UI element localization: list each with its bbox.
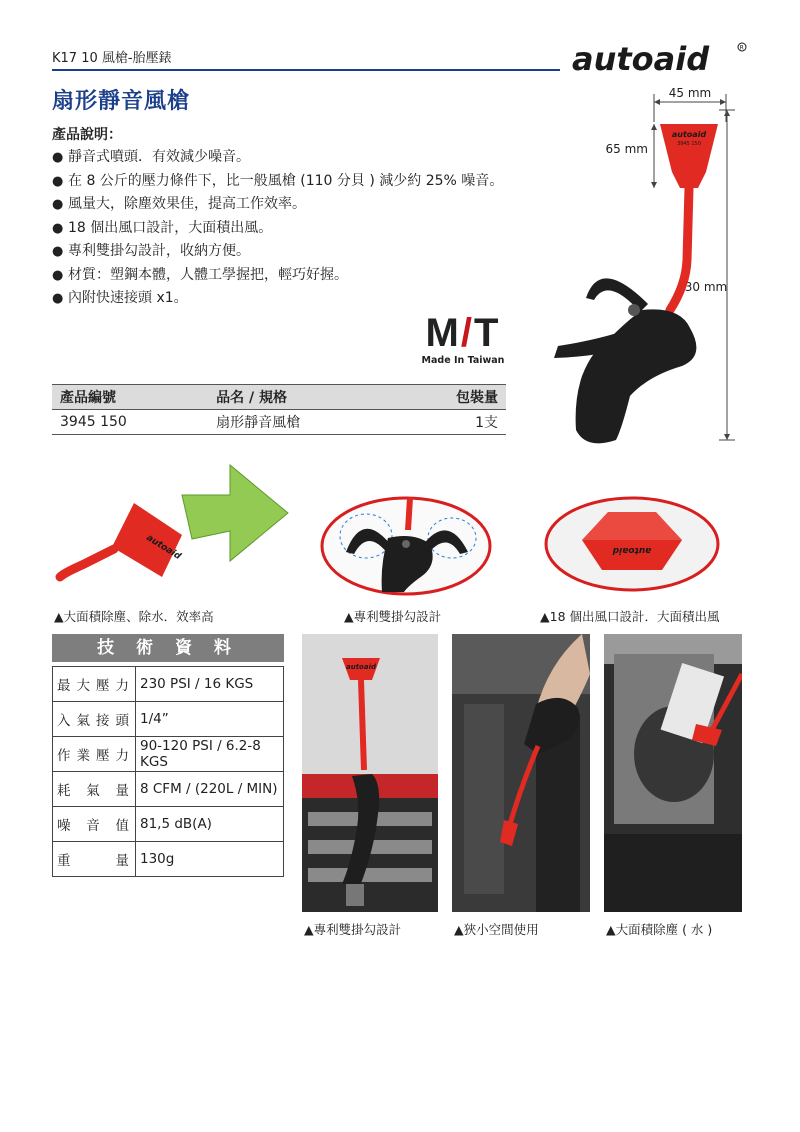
col-header-qty: 包裝量: [397, 385, 506, 410]
cell-code: 3945 150: [52, 410, 208, 435]
nozzle-brand: autoaid: [671, 130, 707, 139]
spec-value: 90-120 PSI / 6.2-8 KGS: [136, 737, 284, 772]
spec-label: 最大壓力: [53, 667, 136, 702]
feature-item: ● 風量大，除塵效果佳，提高工作效率。: [52, 193, 522, 217]
cell-name: 扇形靜音風槍: [208, 410, 397, 435]
product-illustration: [530, 80, 790, 460]
spec-table: [52, 666, 284, 877]
photo-hanging-on-cabinet: [302, 634, 438, 912]
feature-item: ● 內附快速接頭 x1。: [52, 287, 522, 311]
caption-outlets: ▲18 個出風口設計．大面積出風: [540, 609, 720, 624]
spec-value: 81,5 dB(A): [136, 807, 284, 842]
spec-value: 230 PSI / 16 KGS: [136, 667, 284, 702]
feature-item: ● 材質：塑鋼本體，人體工學握把，輕巧好握。: [52, 264, 522, 288]
col-header-name: 品名 / 規格: [208, 385, 397, 410]
header-divider: [52, 69, 560, 71]
spec-label: 重量: [53, 842, 136, 877]
caption-hook-2: ▲專利雙掛勾設計: [304, 922, 402, 937]
dim-length-label: 30 mm: [684, 280, 728, 294]
table-row: [53, 737, 284, 772]
mit-mark-left: M: [425, 311, 461, 355]
spec-value: 1/4”: [136, 702, 284, 737]
description-heading: 產品說明：: [52, 127, 122, 143]
mit-mark-right: T: [474, 311, 501, 355]
spec-heading: 技 術 資 料: [52, 634, 284, 662]
closeup-nozzle-brand: autoaid: [144, 533, 183, 562]
category-label: K17 10 風槍-胎壓錶: [52, 51, 172, 66]
table-row: [53, 667, 284, 702]
spec-label: 作業壓力: [53, 737, 136, 772]
table-row: [53, 807, 284, 842]
brand-logo-text: autoaid: [572, 40, 710, 76]
mit-badge: [418, 313, 508, 371]
col-header-code: 產品編號: [52, 385, 208, 410]
nozzle-code: 3945 150: [677, 141, 701, 147]
feature-item: ● 18 個出風口設計，大面積出風。: [52, 217, 522, 241]
dim-width-label: 45 mm: [668, 86, 712, 100]
spec-label: 噪音值: [53, 807, 136, 842]
spec-value: 130g: [136, 842, 284, 877]
table-row: [53, 842, 284, 877]
feature-item: ● 在 8 公斤的壓力條件下，比一般風槍 (110 分貝 ) 減少約 25% 噪音。: [52, 170, 522, 194]
table-row: [53, 702, 284, 737]
caption-dust-water: ▲大面積除塵 ( 水 ): [606, 922, 713, 937]
feature-item: ● 專利雙掛勾設計，收納方便。: [52, 240, 522, 264]
brand-logo: [566, 40, 748, 76]
product-table: [52, 384, 506, 435]
outlet-detail-image: [542, 494, 722, 594]
photo1-nozzle-brand: autoaid: [346, 663, 376, 671]
feature-list: [52, 146, 522, 311]
caption-cleaning: ▲大面積除塵、除水．效率高: [54, 609, 214, 624]
svg-text:R: R: [739, 44, 744, 52]
photo-large-area-cleaning: [604, 634, 742, 912]
caption-hook: ▲專利雙掛勾設計: [344, 609, 442, 624]
caption-narrow: ▲狹小空間使用: [454, 922, 539, 937]
table-row: [53, 772, 284, 807]
feature-item: ● 靜音式噴頭．有效減少噪音。: [52, 146, 522, 170]
spec-label: 入氣接頭: [53, 702, 136, 737]
spec-value: 8 CFM / (220L / MIN): [136, 772, 284, 807]
product-title: 扇形靜音風槍: [52, 89, 191, 114]
hook-detail-image: [318, 494, 494, 598]
table-row: [52, 410, 506, 435]
taiwan-icon: /: [460, 311, 474, 355]
mit-label: Made In Taiwan: [421, 355, 505, 366]
spec-label: 耗氣量: [53, 772, 136, 807]
dim-head-label: 65 mm: [605, 142, 648, 156]
nozzle-closeup-image: [52, 455, 302, 605]
photo-narrow-space: [452, 634, 590, 912]
cell-qty: 1支: [397, 410, 506, 435]
outlet-nozzle-brand: autoaid: [612, 545, 652, 555]
